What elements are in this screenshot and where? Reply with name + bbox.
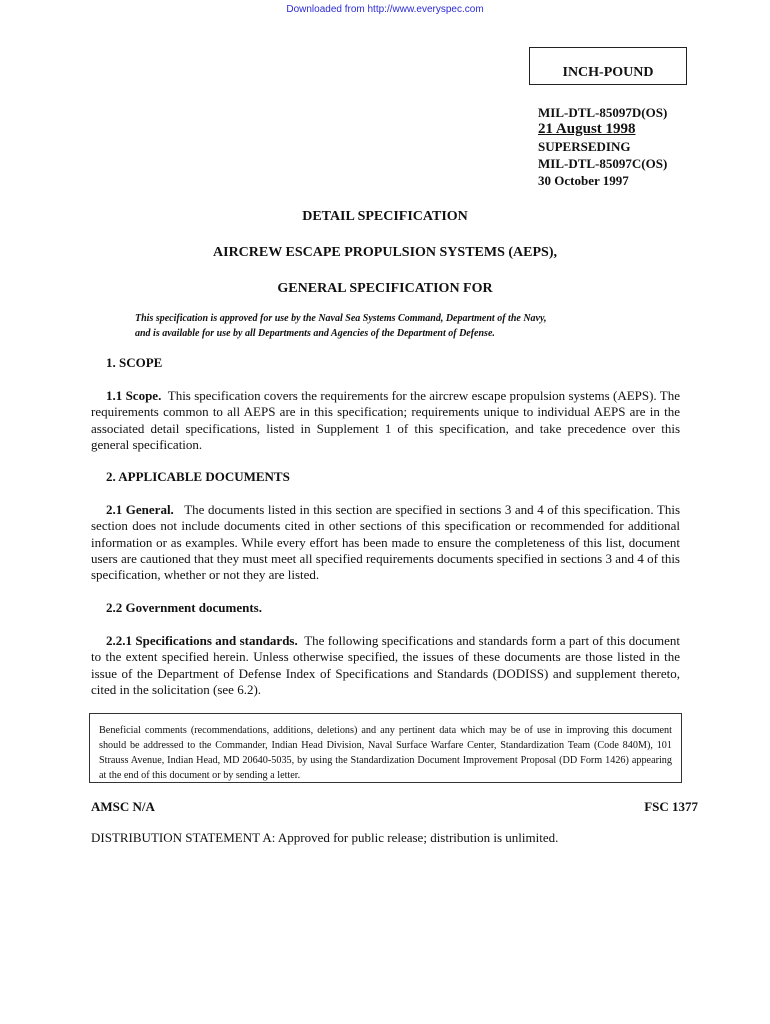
paragraph-2-2-1-label: 2.2.1 Specifications and standards. bbox=[106, 633, 298, 648]
document-date: 21 August 1998 bbox=[538, 121, 636, 137]
paragraph-1-1-label: 1.1 Scope. bbox=[106, 388, 162, 403]
paragraph-1-1-text: This specification covers the requirements for the aircrew escape propulsion systems (AEPS). The requirements common to all AEPS are in this specification; requirements unique to individual AEPS are in the associated detail specifications, listed in Supplement 1 of this specification, and take precedence over this general specification. bbox=[91, 388, 680, 452]
paragraph-2-1 bbox=[91, 502, 680, 583]
superseding-label: SUPERSEDING bbox=[538, 139, 631, 154]
paragraph-2-1-label: 2.1 General. bbox=[106, 502, 174, 517]
superseded-id: MIL-DTL-85097C(OS) bbox=[538, 156, 668, 171]
document-title-line1: AIRCREW ESCAPE PROPULSION SYSTEMS (AEPS), bbox=[213, 245, 557, 260]
section-2-heading: 2. APPLICABLE DOCUMENTS bbox=[106, 469, 290, 484]
paragraph-2-1-text: The documents listed in this section are specified in sections 3 and 4 of this specification. This section does not include documents cited in other sections of this specification or recommended for additional information or as examples. While every effort has been made to ensure the completeness of this list, document users are cautioned that they must meet all specified requirements documents specified in sections 3 and 4 of this specification, whether or not they are listed. bbox=[91, 502, 681, 583]
superseded-date: 30 October 1997 bbox=[538, 173, 629, 188]
section-2-2-heading: 2.2 Government documents. bbox=[106, 600, 262, 615]
download-source-link[interactable]: Downloaded from http://www.everyspec.com bbox=[286, 4, 484, 15]
approval-statement bbox=[135, 311, 635, 341]
section-1-heading: 1. SCOPE bbox=[106, 355, 163, 370]
document-type-title: DETAIL SPECIFICATION bbox=[302, 209, 468, 224]
comments-notice-text: Beneficial comments (recommendations, additions, deletions) and any pertinent data which may be of use in improving this document should be addressed to the Commander, Indian Head Division, Naval Surface Warfare Center, Standardization Team (Code 840M), 101 Strauss Avenue, Indian Head, MD 20640-5035, by using the Standardization Document Improvement Proposal (DD Form 1426) appearing at the end of this document or by sending a letter. bbox=[99, 725, 672, 781]
distribution-statement: DISTRIBUTION STATEMENT A: Approved for public release; distribution is unlimited. bbox=[91, 830, 559, 845]
amsc-label: AMSC N/A bbox=[91, 799, 155, 814]
fsc-label: FSC 1377 bbox=[644, 799, 698, 814]
units-label: INCH-POUND bbox=[562, 65, 654, 80]
approval-line-1: This specification is approved for use by the Naval Sea Systems Command, Department of the Navy, bbox=[135, 313, 547, 324]
document-id: MIL-DTL-85097D(OS) bbox=[538, 105, 668, 120]
approval-line-2: and is available for use by all Departments and Agencies of the Department of Defense. bbox=[135, 328, 495, 339]
document-title-line2: GENERAL SPECIFICATION FOR bbox=[277, 281, 493, 296]
paragraph-1-1 bbox=[91, 388, 680, 453]
document-identifier-block bbox=[538, 104, 667, 189]
paragraph-2-2-1 bbox=[91, 633, 680, 698]
paragraph-2-2-1-text: The following specifications and standards form a part of this document to the extent specified herein. Unless otherwise specified, the issues of these documents are those listed in the issue of the Department of Defense Index of Specifications and Standards (DODISS) and supplement thereto, cited in the solicitation (see 6.2). bbox=[91, 633, 681, 697]
